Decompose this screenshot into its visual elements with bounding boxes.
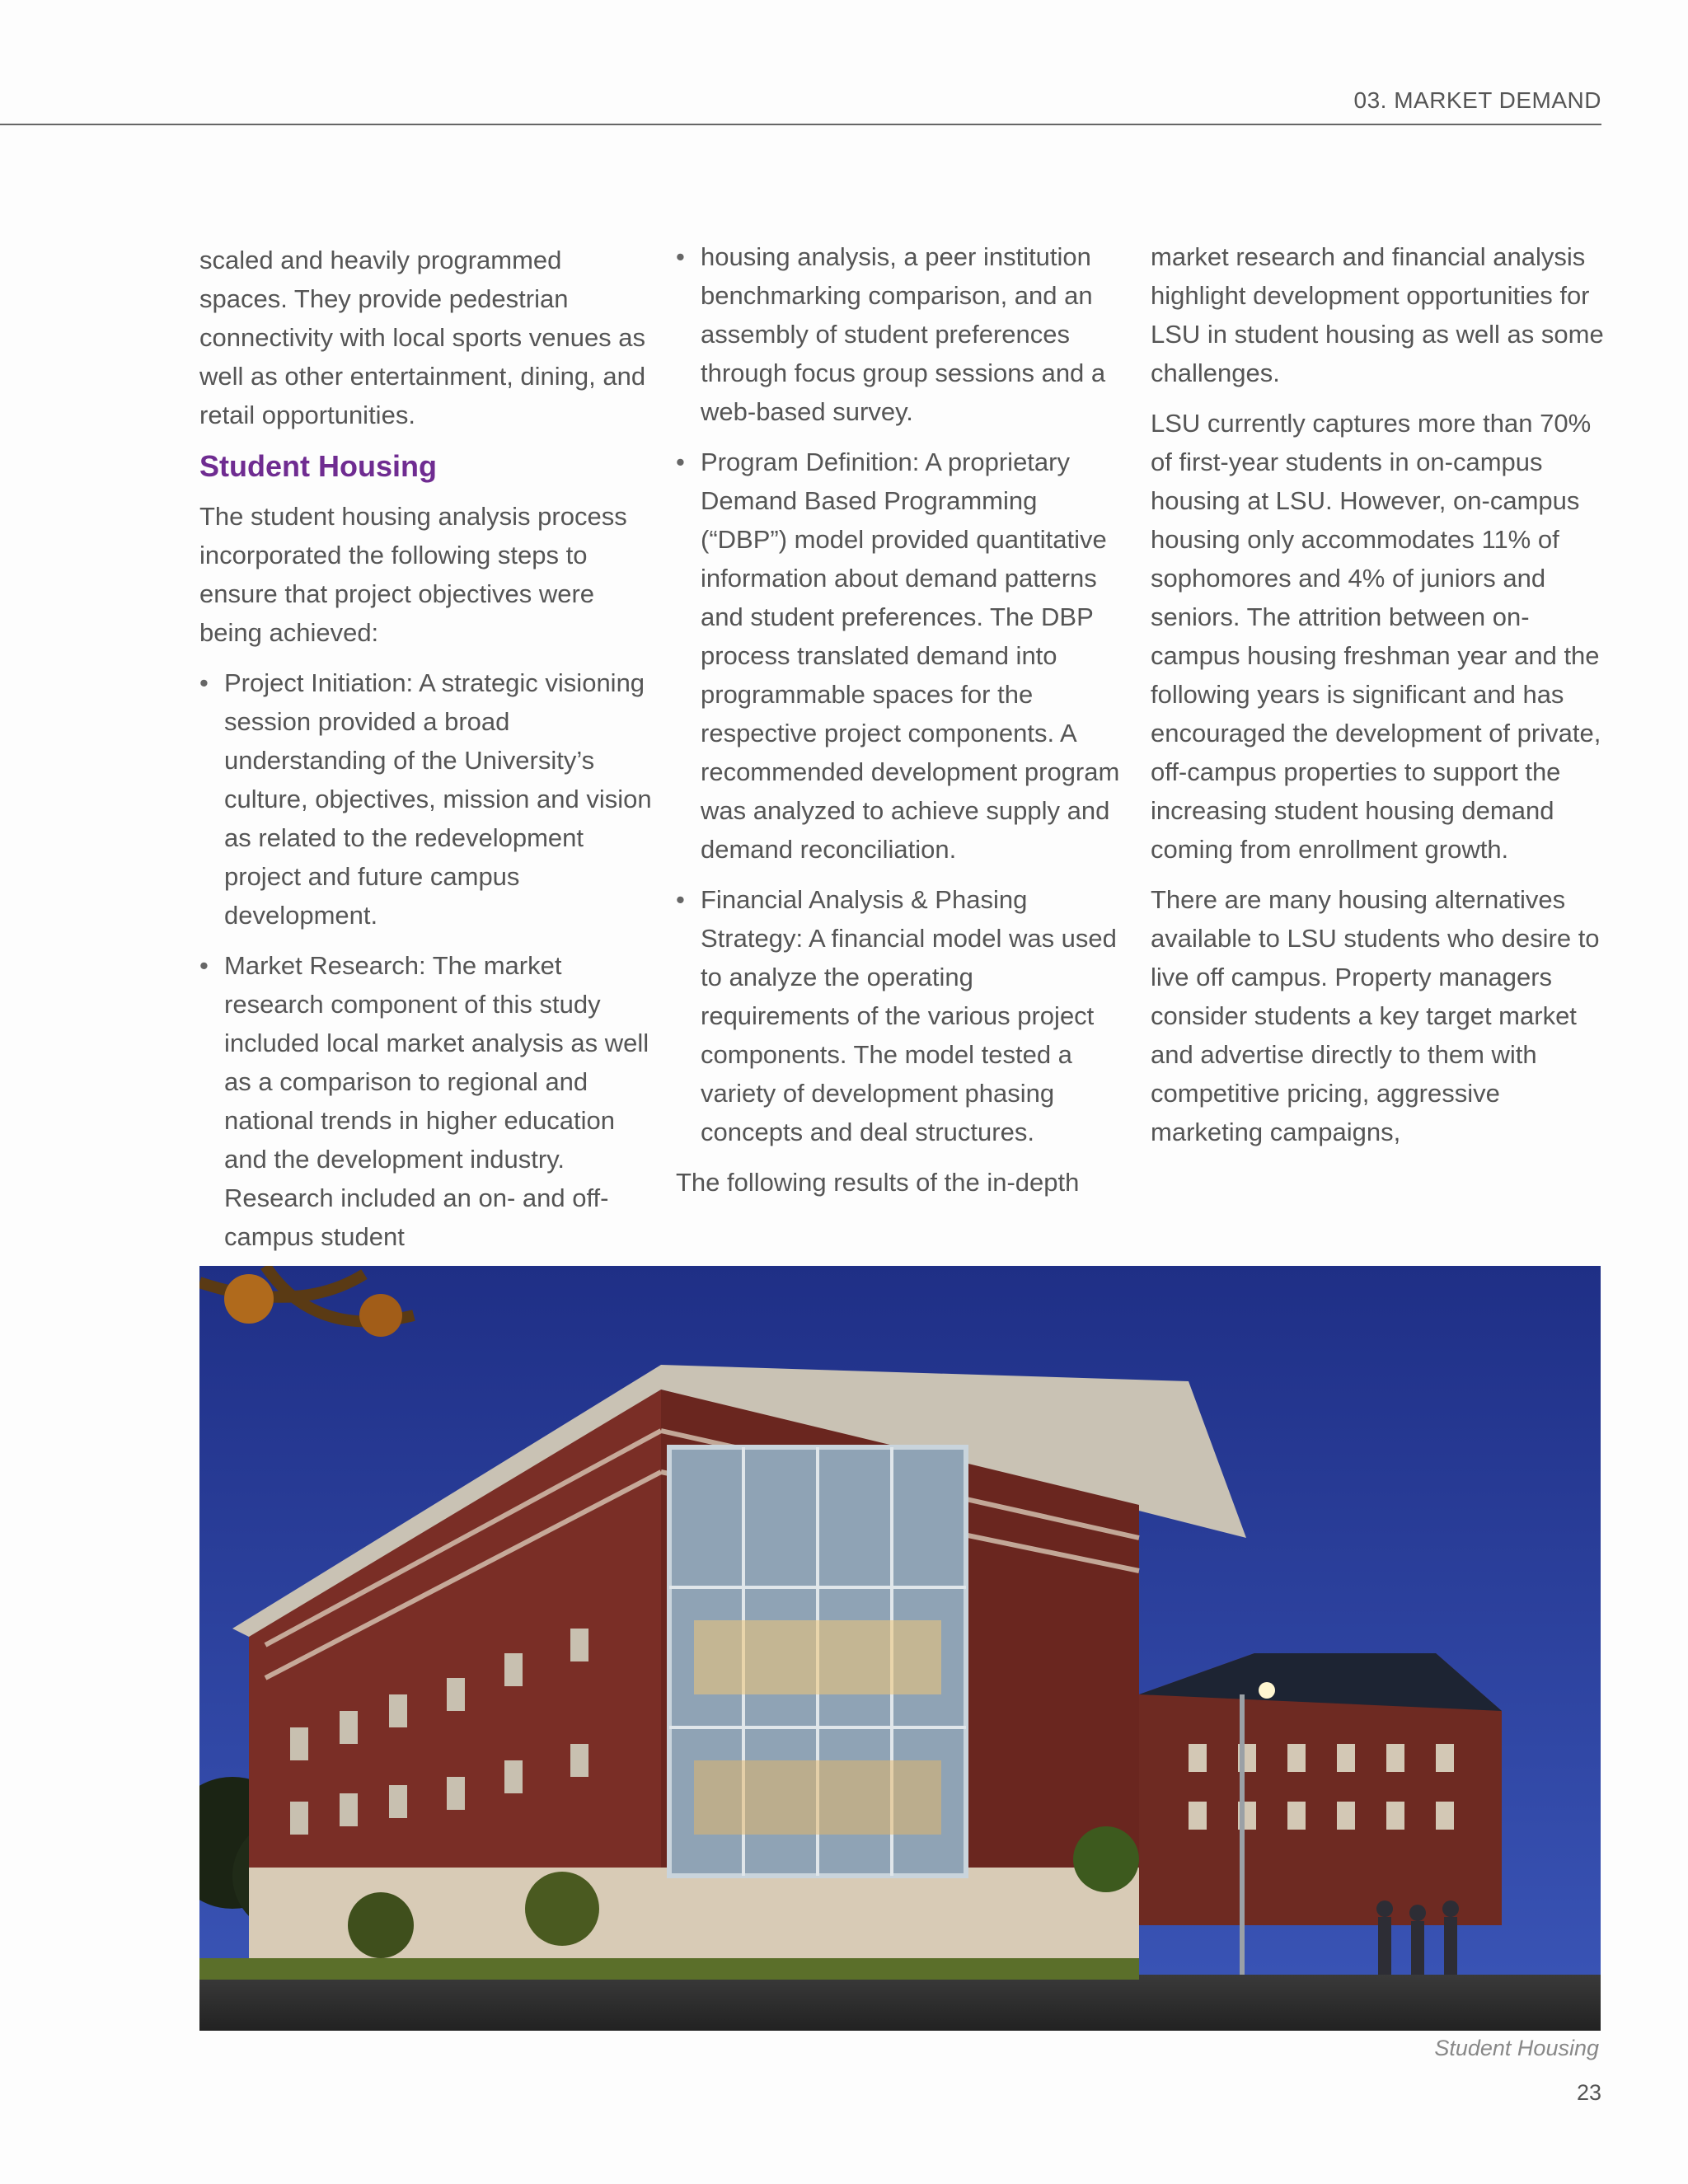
bullet-list (199, 663, 653, 1256)
body-paragraph: There are many housing alternatives available to LSU students who desire to live off campus. Property managers consider students a key target market and advertise directly to them with competitive pricing, aggressive marketing campaigns, (1151, 885, 1600, 1146)
text-column-2 (676, 237, 1121, 1202)
photo-caption: Student Housing (1434, 2036, 1599, 2060)
text-column-1 (199, 241, 653, 1268)
lead-paragraph: The student housing analysis process incorporated the following steps to ensure that project objectives were being achieved: (199, 502, 627, 647)
section-label: 03. MARKET DEMAND (1353, 87, 1601, 113)
text-column-3 (1151, 237, 1604, 1151)
section-heading: Student Housing (199, 449, 437, 483)
continuation-text: housing analysis, a peer institution benchmarking comparison, and an assembly of student preferences through focus group sessions and a web-based survey. (701, 242, 1106, 426)
page-number: 23 (1576, 2080, 1601, 2105)
bullet-item: • Project Initiation: A strategic visioning session provided a broad understanding of the University’s culture, objectives, mission and vision as related to the redevelopment project and future campus development. (199, 663, 653, 935)
student-housing-photo (199, 1266, 1601, 2031)
bullet-item: • Program Definition: A proprietary Demand Based Programming (“DBP”) model provided quantitative information about demand patterns and student preferences. The DBP process translated demand into programmable spaces for the respective project components. A recommended development program was analyzed to achieve supply and demand reconciliation. (676, 443, 1121, 869)
body-paragraph: market research and financial analysis highlight development opportunities for LSU in student housing as well as some challenges. (1151, 242, 1604, 387)
bullet-item: • Financial Analysis & Phasing Strategy: A financial model was used to analyze the operating requirements of the various project components. The model tested a variety of development phasing concepts and deal structures. (676, 880, 1121, 1151)
bullet-item: • Market Research: The market research component of this study included local market analysis as well as a comparison to regional and national trends in higher education and the development industry. Research included an on- and off-campus student (199, 946, 653, 1256)
body-paragraph: LSU currently captures more than 70% of first-year students in on-campus housing at LSU. However, on-campus housing only accommodates 11% of sophomores and 4% of juniors and seniors. The attrition between on-campus housing freshman year and the following years is significant and has encouraged the development of private, off-campus properties to support the increasing student housing demand coming from enrollment growth. (1151, 409, 1601, 864)
bullet-continuation (676, 237, 1121, 431)
bullet-list (676, 237, 1121, 1151)
intro-paragraph: scaled and heavily programmed spaces. They provide pedestrian connectivity with local sports venues as well as other entertainment, dining, and retail opportunities. (199, 246, 646, 429)
header-divider (0, 124, 1601, 125)
closing-paragraph: The following results of the in-depth (676, 1168, 1080, 1197)
